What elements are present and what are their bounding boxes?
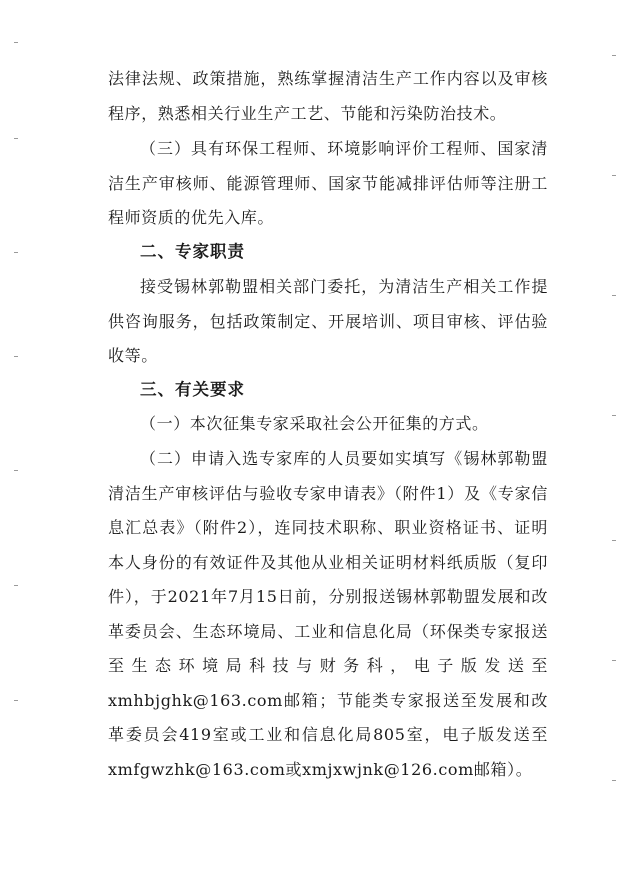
paragraph-collection-method: （一）本次征集专家采取社会公开征集的方式。 [140,414,489,433]
paragraph-priority-qualifications: （三）具有环保工程师、环境影响评价工程师、国家清洁生产审核师、能源管理师、国家节能减排评估师等注册工程师资质的优先入库。 [108,139,548,227]
scan-edge-mark [14,700,18,701]
paragraph-expert-duties: 接受锡林郭勒盟相关部门委托，为清洁生产相关工作提供咨询服务，包括政策制定、开展培训、项目审核、评估验收等。 [108,277,548,365]
scan-edge-mark [14,585,18,586]
scan-edge-mark [612,415,616,416]
scan-edge-mark [612,780,616,781]
heading-requirements: 三、有关要求 [140,380,245,399]
scan-edge-mark [612,55,616,56]
heading-expert-duties: 二、专家职责 [140,242,245,261]
scan-edge-mark [14,138,18,139]
paragraph-qualifications-cont: 法律法规、政策措施，熟练掌握清洁生产工作内容以及审核程序，熟悉相关行业生产工艺、节能和污染防治技术。 [108,69,548,123]
scan-edge-mark [612,660,616,661]
paragraph-application-procedure: （二）申请入选专家库的人员要如实填写《锡林郭勒盟清洁生产审核评估与验收专家申请表》（附件1）及《专家信息汇总表》（附件2），连同技术职称、职业资格证书、证明本人身份的有效证件及其他从业相关证明材料纸质版（复印件），于2021年7月15日前，分别报送锡林郭勒盟发展和改革委员会、生态环境局、工业和信息化局（环保类专家报送至生态环境局科技与财务科，电子版发送至xmhbjghk@163.com邮箱；节能类专家报送至发展和改革委员会419室或工业和信息化局805室，电子版发送至xmfgwzhk@163.com或xmjxwjnk@126.com邮箱）。 [108,449,548,779]
scan-edge-mark [14,252,18,253]
scan-edge-mark [612,295,616,296]
scan-edge-mark [14,42,18,43]
scan-edge-mark [612,175,616,176]
scan-edge-mark [14,470,18,471]
scan-edge-mark [14,356,18,357]
scan-edge-mark [612,540,616,541]
